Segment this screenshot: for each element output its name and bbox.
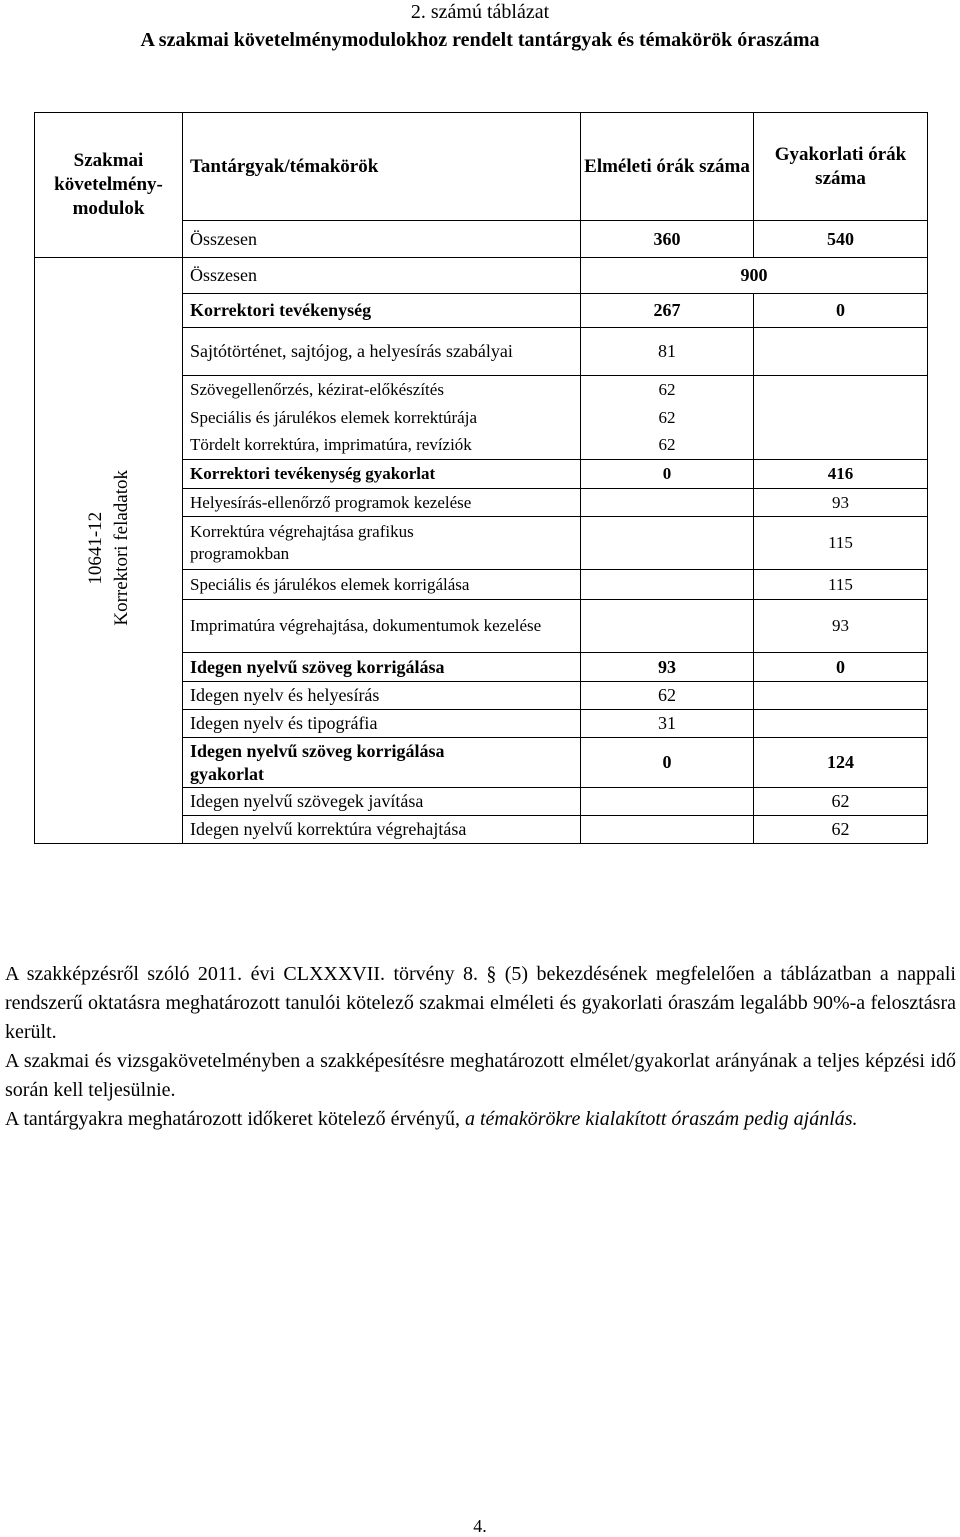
subject-name: Speciális és járulékos elemek korrektúrája — [183, 404, 581, 432]
table-title: A szakmai követelménymodulokhoz rendelt tantárgyak és témakörök óraszáma — [140, 29, 820, 51]
practice-hours: 115 — [754, 570, 928, 600]
practice-hours — [754, 328, 928, 376]
theory-hours: 31 — [581, 710, 754, 738]
subject-name: Idegen nyelvű szöveg korrigálása gyakorlat — [183, 738, 581, 788]
page-number: 4. — [473, 1516, 487, 1536]
module-label — [83, 470, 135, 626]
practice-hours: 0 — [754, 653, 928, 682]
theory-hours: 62 — [581, 432, 754, 460]
header-row — [35, 113, 928, 221]
note-normal-text: A tantárgyakra meghatározott időkeret kötelező érvényű, — [5, 1108, 460, 1130]
module-cell — [35, 258, 183, 844]
practice-hours: 62 — [754, 788, 928, 816]
theory-hours: 62 — [581, 376, 754, 404]
theory-hours: 62 — [581, 404, 754, 432]
module-header: Szakmai követelmény-modulok — [35, 113, 183, 258]
note-paragraph — [5, 1105, 956, 1134]
subject-name: Szövegellenőrzés, kézirat-előkészítés — [183, 376, 581, 404]
subject-name: Idegen nyelv és helyesírás — [183, 682, 581, 710]
theory-hours: 267 — [581, 294, 754, 328]
subject-name: Speciális és járulékos elemek korrigálása — [183, 570, 581, 600]
module-code: 10641-12 — [84, 511, 106, 585]
note-italic-text: a témakörökre kialakított óraszám pedig ajánlás. — [465, 1108, 858, 1130]
practice-hours: 0 — [754, 294, 928, 328]
subject-name: Idegen nyelvű korrektúra végrehajtása — [183, 816, 581, 844]
theory-hours — [581, 517, 754, 570]
subject-name: Korrektori tevékenység — [183, 294, 581, 328]
subject-name: Imprimatúra végrehajtása, dokumentumok kezelése — [183, 600, 581, 653]
total-theory: 360 — [581, 221, 754, 258]
theory-hours: 81 — [581, 328, 754, 376]
theory-hours — [581, 570, 754, 600]
theory-hours — [581, 788, 754, 816]
subject-name: Idegen nyelv és tipográfia — [183, 710, 581, 738]
hours-table — [34, 112, 928, 844]
practice-hours — [754, 404, 928, 432]
total-practice: 540 — [754, 221, 928, 258]
theory-hours — [581, 816, 754, 844]
theory-hours — [581, 600, 754, 653]
subject-name: Idegen nyelvű szövegek javítása — [183, 788, 581, 816]
practice-hours: 416 — [754, 460, 928, 489]
practice-hours: 62 — [754, 816, 928, 844]
subjects-header: Tantárgyak/témakörök — [183, 113, 581, 221]
theory-hours: 0 — [581, 738, 754, 788]
module-name: Korrektori feladatok — [110, 470, 132, 626]
subject-name: Korrektori tevékenység gyakorlat — [183, 460, 581, 489]
practice-hours: 124 — [754, 738, 928, 788]
subject-name: Idegen nyelvű szöveg korrigálása — [183, 653, 581, 682]
practice-hours: 115 — [754, 517, 928, 570]
theory-header: Elméleti órák száma — [581, 113, 754, 221]
practice-hours — [754, 682, 928, 710]
subject-name: Sajtótörténet, sajtójog, a helyesírás szabályai — [183, 328, 581, 376]
subject-name: Korrektúra végrehajtása grafikus programokban — [183, 517, 581, 570]
notes — [5, 960, 956, 1134]
subject-name: Tördelt korrektúra, imprimatúra, revíziók — [183, 432, 581, 460]
grand-total-label: Összesen — [183, 258, 581, 294]
practice-hours — [754, 376, 928, 404]
practice-hours — [754, 432, 928, 460]
practice-hours — [754, 710, 928, 738]
theory-hours: 93 — [581, 653, 754, 682]
table-number: 2. számú táblázat — [410, 1, 550, 23]
grand-total-row — [35, 258, 928, 294]
theory-hours: 62 — [581, 682, 754, 710]
practice-hours: 93 — [754, 489, 928, 517]
total-label: Összesen — [183, 221, 581, 258]
theory-hours: 0 — [581, 460, 754, 489]
grand-total-value: 900 — [581, 258, 928, 294]
note-paragraph: A szakképzésről szóló 2011. évi CLXXXVII. törvény 8. § (5) bekezdésének megfelelően a táblázatban a nappali rendszerű oktatásra meghatározott tanulói kötelező szakmai elméleti és gyakorlati óraszám legalább 90%-a felosztásra került. — [5, 963, 956, 1043]
theory-hours — [581, 489, 754, 517]
subject-name: Helyesírás-ellenőrző programok kezelése — [183, 489, 581, 517]
practice-header: Gyakorlati órák száma — [754, 113, 928, 221]
note-paragraph: A szakmai és vizsgakövetelményben a szakképesítésre meghatározott elmélet/gyakorlat arányának a teljes képzési idő során kell teljesülnie. — [5, 1050, 956, 1101]
practice-hours: 93 — [754, 600, 928, 653]
